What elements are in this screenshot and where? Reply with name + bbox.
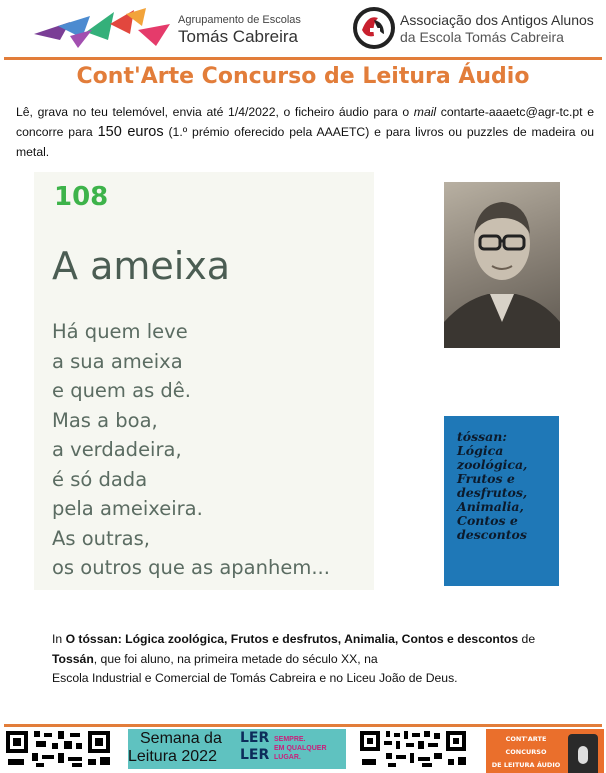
citation-line-2 — [52, 650, 604, 670]
poem-line: é só dada — [52, 467, 148, 491]
poem-line: e quem as dê. — [52, 379, 192, 402]
intro-text-2: contarte-aaaetc@agr-tc.pt e concorre para — [16, 105, 594, 139]
header — [0, 0, 606, 58]
poem-line: a verdadeira, — [52, 438, 182, 461]
banner-slogan-3: LUGAR. — [274, 754, 301, 761]
citation-line-3: Escola Industrial e Comercial de Tomás Cabreira e no Liceu João de Deus. — [52, 671, 458, 685]
citation-author: Tossán — [52, 651, 94, 666]
intro-paragraph — [16, 102, 594, 162]
banner-ler-bottom: LER — [240, 747, 270, 763]
poem-verse — [52, 317, 330, 583]
poem-line: pela ameixeira. — [52, 497, 203, 520]
banner-line1: Semana da — [140, 730, 222, 747]
poem-line: os outros que as apanhem... — [52, 556, 330, 579]
banner-ler-top: LER — [240, 730, 270, 746]
qr-code-icon[interactable] — [6, 729, 112, 769]
intro-text-3: (1.º prémio oferecido pela AAAETC) e para livros ou puzzles de madeira ou metal. — [16, 125, 594, 159]
association-line1: Associação dos Antigos Alunos — [400, 12, 594, 28]
phone-microphone-icon — [568, 734, 598, 773]
school-group-line2: Tomás Cabreira — [178, 27, 298, 46]
book-cover-line: Contos e — [457, 513, 518, 528]
book-cover-line: Frutos e — [457, 471, 515, 486]
intro-text-1: Lê, grava no teu telemóvel, envia até 1/4/2022, o ficheiro áudio para o — [16, 105, 414, 119]
alumni-association-logo — [352, 6, 602, 52]
poem-line: As outras, — [52, 526, 150, 550]
poem-number: 108 — [54, 182, 109, 212]
poem-image — [34, 172, 374, 590]
citation — [52, 630, 604, 689]
association-emblem-icon — [352, 6, 396, 50]
reading-week-banner — [128, 729, 346, 769]
school-group-logo — [30, 6, 300, 52]
book-cover-line: Lógica — [457, 443, 504, 458]
prize-amount: 150 euros — [97, 124, 164, 140]
portrait-silhouette-icon — [444, 182, 560, 348]
book-cover-line: descontos — [457, 527, 527, 542]
poem-heading: A ameixa — [52, 244, 231, 288]
contest-badge-line3: DE LEITURA ÁUDIO — [491, 761, 561, 769]
poem-line: a sua ameixa — [52, 349, 183, 373]
citation-de: de — [518, 632, 536, 646]
author-photo — [444, 182, 560, 348]
citation-in: In — [52, 632, 66, 646]
contest-badge-line2: CONCURSO — [505, 748, 547, 756]
contest-badge — [486, 729, 604, 773]
paper-birds-icon — [30, 6, 175, 52]
poem-line: Há quem leve — [52, 320, 188, 343]
book-cover — [444, 416, 559, 586]
banner-slogan-1: SEMPRE. — [274, 736, 306, 743]
book-cover-line: desfrutos, — [457, 485, 528, 500]
book-cover-line: Animalia, — [457, 499, 524, 514]
citation-rest-1: , que foi aluno, na primeira metade do século XX, na — [93, 651, 378, 666]
citation-book-title: O tóssan: Lógica zoológica, Frutos e desfrutos, Animalia, Contos e descontos — [65, 632, 519, 646]
intro-mail-word: mail — [413, 105, 437, 119]
contest-badge-line1: CONT'ARTE — [505, 735, 547, 743]
school-group-line1: Agrupamento de Escolas — [178, 14, 301, 26]
citation-line-1 — [52, 630, 604, 650]
book-cover-line: zoológica, — [457, 457, 528, 472]
book-cover-line: tóssan: — [457, 429, 507, 444]
banner-line2: Leitura 2022 — [128, 748, 217, 765]
qr-code-icon[interactable] — [360, 729, 468, 769]
top-divider — [4, 57, 602, 60]
page-title: Cont'Arte Concurso de Leitura Áudio — [76, 64, 530, 89]
association-line2: da Escola Tomás Cabreira — [400, 29, 564, 45]
bottom-divider — [4, 724, 602, 727]
poem-line: Mas a boa, — [52, 408, 158, 432]
banner-slogan-2: EM QUALQUER — [274, 745, 327, 752]
